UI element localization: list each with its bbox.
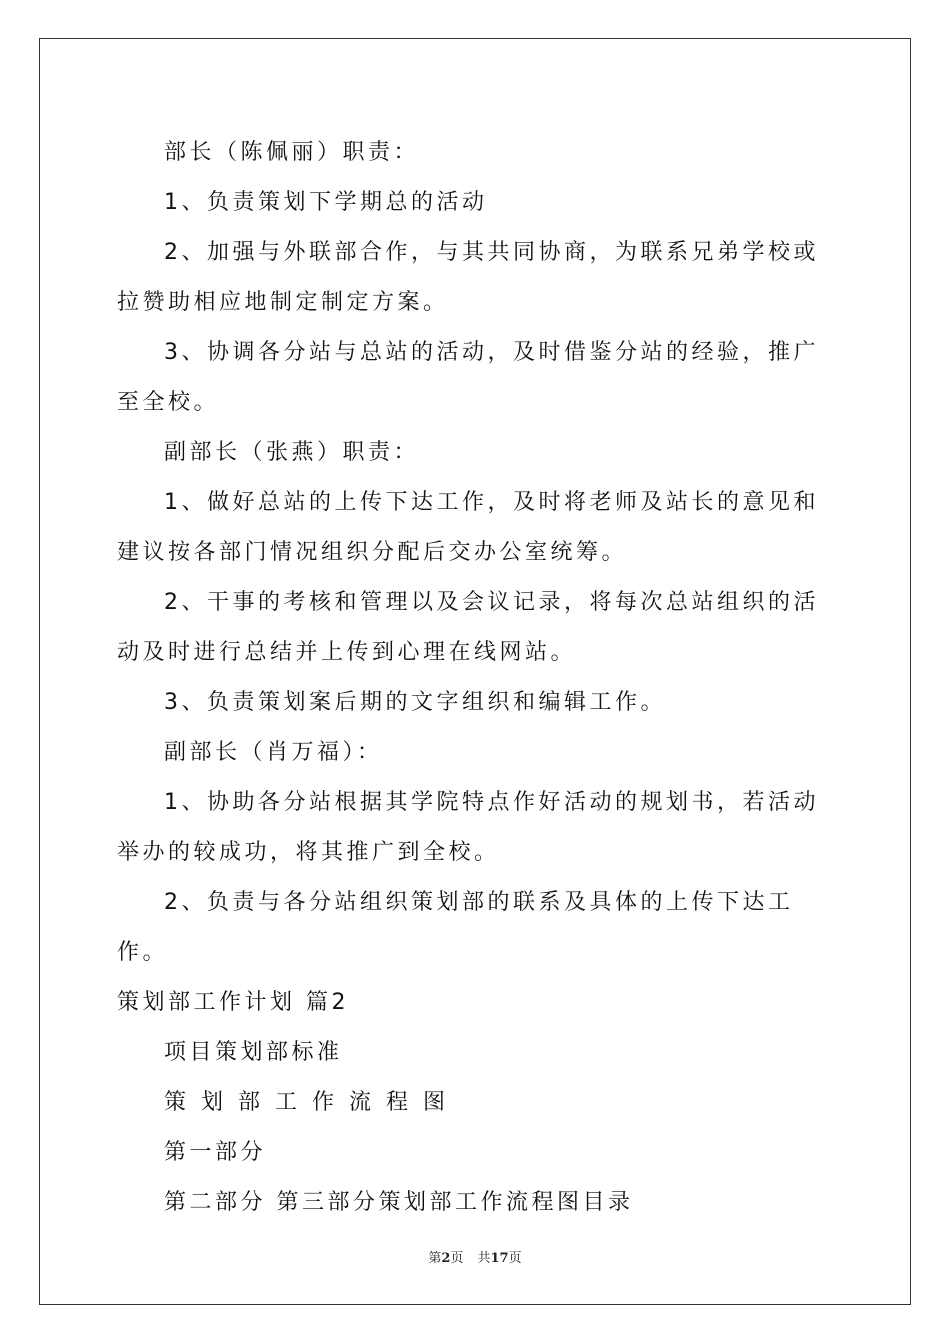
paragraph: 部长（陈佩丽）职责：: [164, 140, 420, 165]
paragraph: 3、负责策划案后期的文字组织和编辑工作。: [164, 690, 666, 715]
paragraph: 第二部分 第三部分策划部工作流程图目录: [164, 1190, 634, 1215]
page-footer: [0, 1247, 950, 1266]
page-total: 17: [490, 1251, 509, 1266]
paragraph: 2、干事的考核和管理以及会议记录，将每次总站组织的活动及时进行总结并上传到心理在线网站。: [117, 590, 819, 665]
paragraph: 第一部分: [164, 1140, 267, 1165]
paragraph: 1、协助各分站根据其学院特点作好活动的规划书，若活动举办的较成功，将其推广到全校。: [117, 790, 819, 865]
total-suffix: 页: [508, 1251, 522, 1266]
paragraph: 2、负责与各分站组织策划部的联系及具体的上传下达工作。: [117, 890, 794, 965]
paragraph: 项目策划部标准: [164, 1040, 343, 1065]
page-prefix: 第: [428, 1251, 442, 1266]
paragraph: 1、做好总站的上传下达工作，及时将老师及站长的意见和建议按各部门情况组织分配后交办公室统筹。: [117, 490, 819, 565]
paragraph: 2、加强与外联部合作，与其共同协商，为联系兄弟学校或拉赞助相应地制定制定方案。: [117, 240, 819, 315]
section-heading: 策划部工作计划 篇2: [117, 990, 349, 1015]
paragraph: 3、协调各分站与总站的活动，及时借鉴分站的经验，推广至全校。: [117, 340, 819, 415]
page-current: 2: [441, 1251, 451, 1266]
flowchart-title: 策划部工作流程图: [164, 1090, 461, 1115]
page-suffix: 页: [450, 1251, 464, 1266]
paragraph: 副部长（肖万福）：: [164, 740, 383, 765]
paragraph: 副部长（张燕）职责：: [164, 440, 420, 465]
document-body: [117, 128, 837, 1228]
paragraph: 1、负责策划下学期总的活动: [164, 190, 488, 215]
total-prefix: 共: [477, 1251, 491, 1266]
